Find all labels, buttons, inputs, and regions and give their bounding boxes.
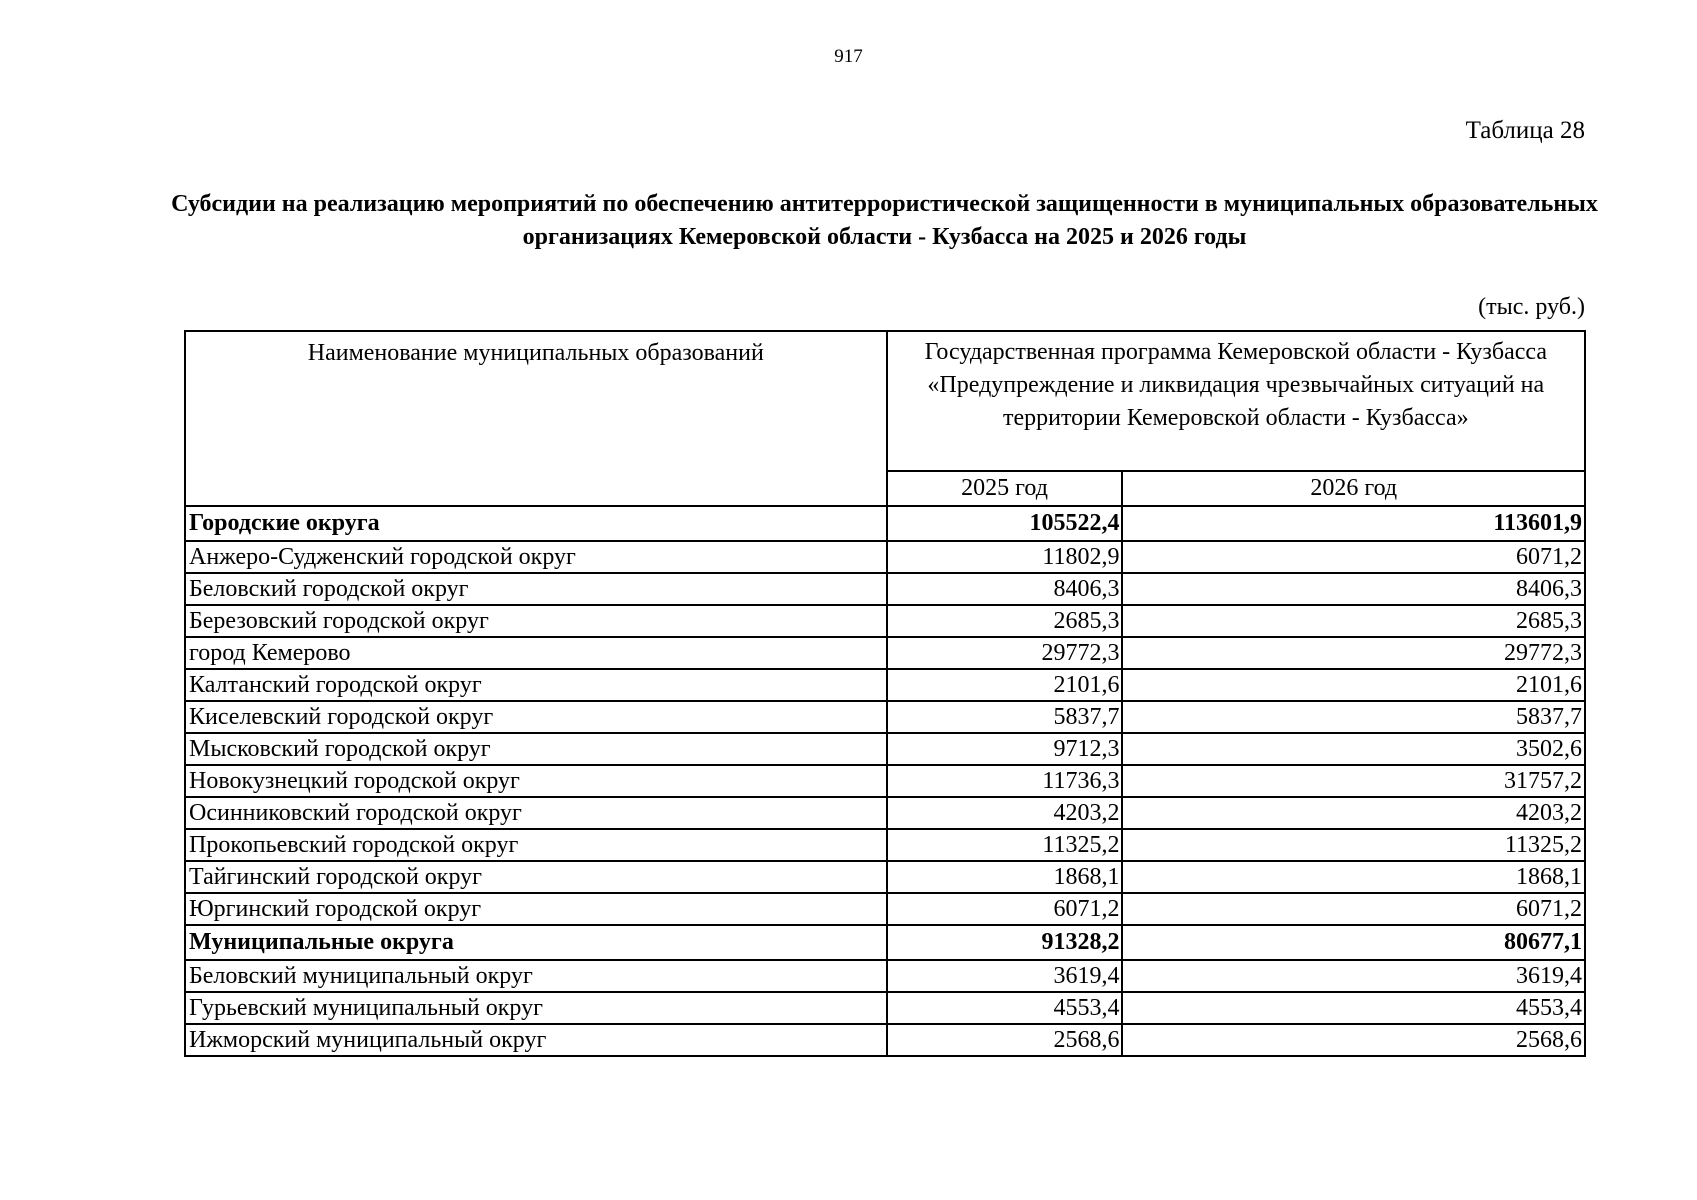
table-row <box>185 797 1585 829</box>
value-2025-cell: 9712,3 <box>887 733 1123 765</box>
table-row-subtotal <box>185 925 1585 960</box>
value-2025-cell: 1868,1 <box>887 861 1123 893</box>
value-2026-cell: 29772,3 <box>1122 637 1585 669</box>
municipality-name-cell: Муниципальные округа <box>185 925 887 960</box>
table-row <box>185 733 1585 765</box>
value-2025-cell: 105522,4 <box>887 506 1123 541</box>
table-row <box>185 861 1585 893</box>
table-row-subtotal <box>185 506 1585 541</box>
table-row <box>185 992 1585 1024</box>
value-2025-cell: 2685,3 <box>887 605 1123 637</box>
value-2025-cell: 3619,4 <box>887 960 1123 992</box>
municipality-name-cell: город Кемерово <box>185 637 887 669</box>
municipality-name-cell: Гурьевский муниципальный округ <box>185 992 887 1024</box>
municipality-name-cell: Беловский городской округ <box>185 573 887 605</box>
value-2026-cell: 3502,6 <box>1122 733 1585 765</box>
municipality-name-cell: Калтанский городской округ <box>185 669 887 701</box>
municipality-name-cell: Анжеро-Судженский городской округ <box>185 541 887 573</box>
value-2026-cell: 11325,2 <box>1122 829 1585 861</box>
value-2025-cell: 91328,2 <box>887 925 1123 960</box>
value-2025-cell: 11736,3 <box>887 765 1123 797</box>
page-number: 917 <box>834 46 863 67</box>
table-row <box>185 605 1585 637</box>
value-2025-cell: 11325,2 <box>887 829 1123 861</box>
table-row <box>185 893 1585 925</box>
table-label: Таблица 28 <box>1465 117 1585 144</box>
value-2026-cell: 5837,7 <box>1122 701 1585 733</box>
header-state-program: Государственная программа Кемеровской области - Кузбасса «Предупреждение и ликвидация чрезвычайных ситуаций на территории Кемеровской области - Кузбасса» <box>887 331 1585 471</box>
value-2026-cell: 6071,2 <box>1122 541 1585 573</box>
table-row <box>185 1024 1585 1056</box>
value-2025-cell: 2101,6 <box>887 669 1123 701</box>
value-2025-cell: 4203,2 <box>887 797 1123 829</box>
table-row <box>185 637 1585 669</box>
value-2026-cell: 8406,3 <box>1122 573 1585 605</box>
table-row <box>185 573 1585 605</box>
value-2026-cell: 2685,3 <box>1122 605 1585 637</box>
value-2025-cell: 8406,3 <box>887 573 1123 605</box>
municipality-name-cell: Березовский городской округ <box>185 605 887 637</box>
value-2026-cell: 80677,1 <box>1122 925 1585 960</box>
table-row <box>185 669 1585 701</box>
value-2025-cell: 11802,9 <box>887 541 1123 573</box>
value-2025-cell: 4553,4 <box>887 992 1123 1024</box>
municipality-name-cell: Мысковский городской округ <box>185 733 887 765</box>
municipality-name-cell: Новокузнецкий городской округ <box>185 765 887 797</box>
table-row <box>185 960 1585 992</box>
value-2026-cell: 31757,2 <box>1122 765 1585 797</box>
municipality-name-cell: Городские округа <box>185 506 887 541</box>
municipality-name-cell: Тайгинский городской округ <box>185 861 887 893</box>
header-municipality-name: Наименование муниципальных образований <box>185 331 887 506</box>
municipality-name-cell: Юргинский городской округ <box>185 893 887 925</box>
value-2026-cell: 4203,2 <box>1122 797 1585 829</box>
municipality-name-cell: Осинниковский городской округ <box>185 797 887 829</box>
value-2026-cell: 113601,9 <box>1122 506 1585 541</box>
municipality-name-cell: Ижморский муниципальный округ <box>185 1024 887 1056</box>
value-2026-cell: 1868,1 <box>1122 861 1585 893</box>
subsidies-table <box>184 330 1586 1057</box>
value-2025-cell: 29772,3 <box>887 637 1123 669</box>
value-2026-cell: 4553,4 <box>1122 992 1585 1024</box>
value-2026-cell: 2101,6 <box>1122 669 1585 701</box>
value-2026-cell: 3619,4 <box>1122 960 1585 992</box>
value-2025-cell: 2568,6 <box>887 1024 1123 1056</box>
table-body <box>185 506 1585 1056</box>
header-year-2026: 2026 год <box>1122 471 1585 506</box>
header-year-2025: 2025 год <box>887 471 1123 506</box>
value-2025-cell: 5837,7 <box>887 701 1123 733</box>
table-row <box>185 701 1585 733</box>
municipality-name-cell: Беловский муниципальный округ <box>185 960 887 992</box>
value-2026-cell: 2568,6 <box>1122 1024 1585 1056</box>
unit-label: (тыс. руб.) <box>1478 294 1585 320</box>
value-2026-cell: 6071,2 <box>1122 893 1585 925</box>
document-title: Субсидии на реализацию мероприятий по обеспечению антитеррористической защищенности в муниципальных образовательных организациях Кемеровской области - Кузбасса на 2025 и 2026 годы <box>171 191 1598 250</box>
table-row <box>185 829 1585 861</box>
municipality-name-cell: Прокопьевский городской округ <box>185 829 887 861</box>
table-row <box>185 765 1585 797</box>
table-row <box>185 541 1585 573</box>
municipality-name-cell: Киселевский городской округ <box>185 701 887 733</box>
value-2025-cell: 6071,2 <box>887 893 1123 925</box>
